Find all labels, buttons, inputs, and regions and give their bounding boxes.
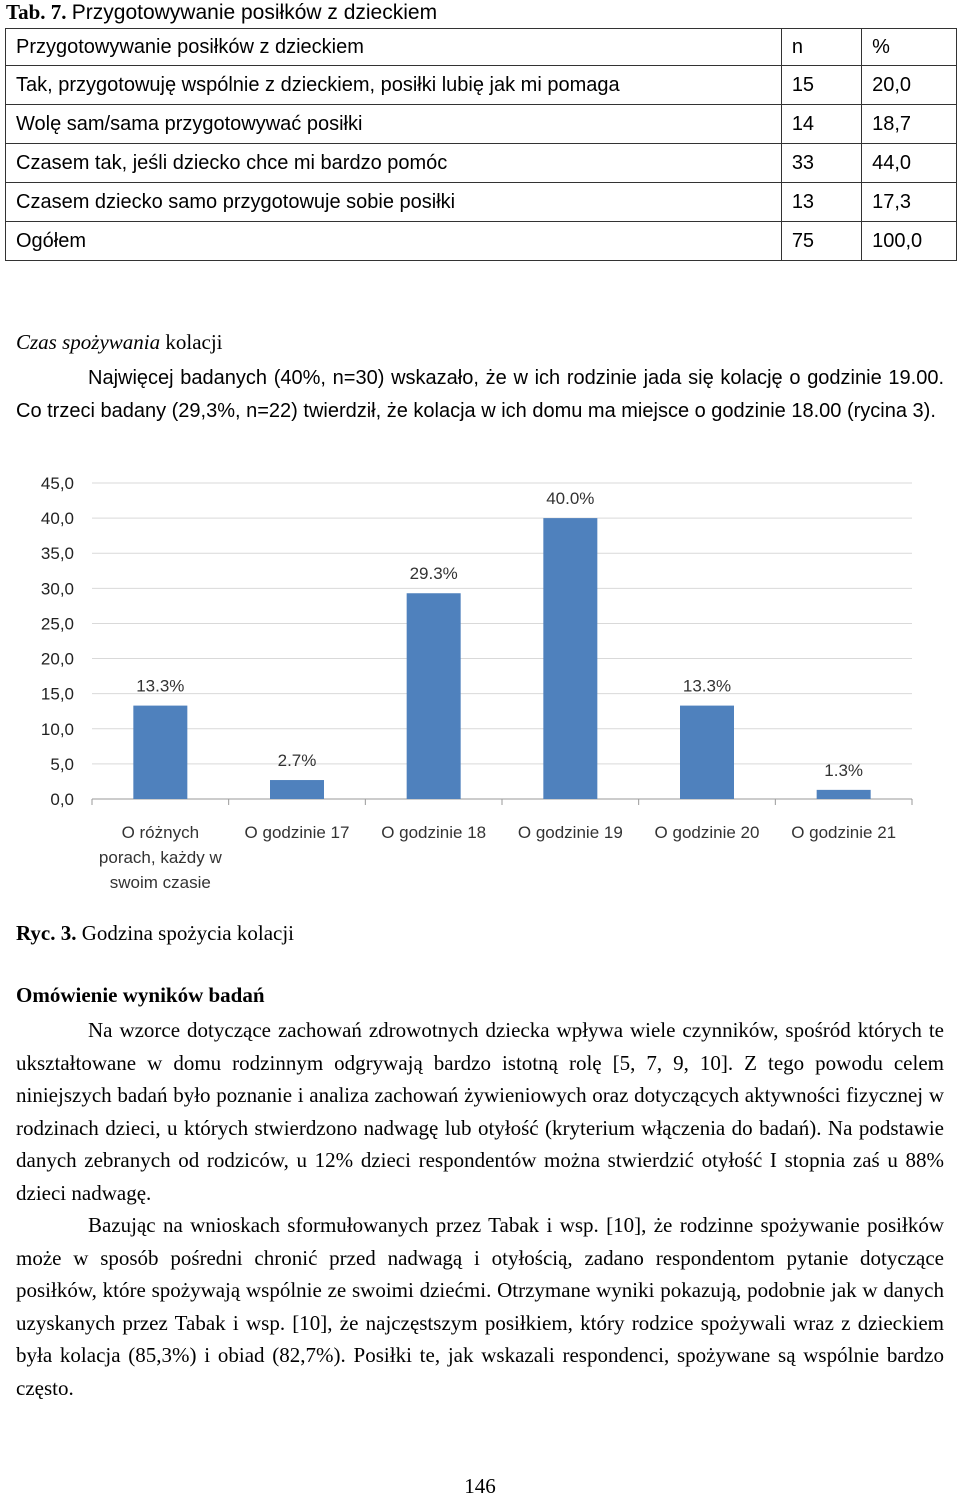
- table-cell: Czasem dziecko samo przygotowuje sobie posiłki: [6, 183, 782, 222]
- chart-bar: [270, 780, 324, 799]
- chart-data-label: 2.7%: [277, 751, 317, 771]
- chart-data-label: 29.3%: [409, 564, 458, 584]
- table-cell: 44,0: [862, 144, 957, 183]
- chart-bar: [543, 518, 597, 799]
- chart-category-label: porach, każdy w: [98, 848, 222, 867]
- figure-caption-text: Godzina spożycia kolacji: [76, 921, 295, 945]
- chart-category-label: O godzinie 19: [517, 823, 623, 842]
- meal-preparation-table: [5, 28, 957, 261]
- chart-data-label: 13.3%: [136, 676, 185, 696]
- table-cell: Ogółem: [6, 222, 782, 261]
- table-header-cell: Przygotowywanie posiłków z dzieckiem: [6, 29, 782, 66]
- table-cell: 100,0: [862, 222, 957, 261]
- chart-bar: [133, 706, 187, 799]
- table-cell: 17,3: [862, 183, 957, 222]
- table-row: [6, 105, 957, 144]
- chart-y-tick-label: 5,0: [50, 754, 74, 774]
- table-cell: 13: [781, 183, 861, 222]
- chart-category-label: O godzinie 21: [791, 823, 897, 842]
- section-heading-dinner-time: [16, 330, 223, 355]
- chart-y-tick-label: 0,0: [50, 790, 74, 809]
- chart-y-tick-label: 15,0: [40, 684, 74, 704]
- table-cell: 20,0: [862, 66, 957, 105]
- table-header-cell: n: [781, 29, 861, 66]
- chart-data-label: 13.3%: [682, 676, 732, 696]
- chart-y-tick-label: 40,0: [40, 509, 74, 529]
- chart-category-labels: [99, 823, 896, 892]
- chart-data-label: 40.0%: [546, 489, 595, 509]
- chart-category-label: O godzinie 17: [244, 823, 350, 842]
- table-caption: [6, 0, 437, 25]
- table-caption-number: Tab. 7.: [6, 0, 67, 24]
- table-header-cell: %: [862, 29, 957, 66]
- table-row: [6, 144, 957, 183]
- discussion-paragraph-2: Bazując na wnioskach sformułowanych przez Tabak i wsp. [10], że rodzinne spożywanie posiłków może w sposób pośredni chronić przed nadwagą i otyłością, zadano respondentom pytanie dotyczące posiłków, które spożywają wspólnie ze swoimi dziećmi. Otrzymane wyniki pokazują, podobnie jak w danych uzyskanych przez Tabak i wsp. [10], że najczęstszym posiłkiem, który rodzice spożywali wraz z dzieckiem była kolacja (85,3%) i obiad (82,7%). Posiłki te, jak wskazali respondenci, spożywane są wspólnie bardzo często.: [16, 1213, 944, 1400]
- table-cell: 33: [781, 144, 861, 183]
- chart-y-tick-label: 20,0: [40, 649, 74, 669]
- chart-bar: [680, 706, 734, 799]
- figure-caption: [16, 921, 294, 946]
- chart-bar: [407, 593, 461, 799]
- dinner-time-bar-chart: [0, 465, 960, 905]
- figure-caption-label: Ryc. 3.: [16, 921, 77, 945]
- chart-category-label: O różnych: [121, 823, 200, 842]
- table-caption-text: Przygotowywanie posiłków z dzieckiem: [71, 1, 438, 24]
- discussion-paragraph-1: Na wzorce dotyczące zachowań zdrowotnych dziecka wpływa wiele czynników, spośród których te ukształtowane w domu rodzinnym odgrywają bardzo istotną rolę [5, 7, 9, 10]. Z tego powodu celem niniejszych badań było poznanie i analiza zachowań żywieniowych oraz dotyczących aktywności fizycznej w rodzinach dzieci, u których stwierdzono nadwagę lub otyłość (kryterium włączenia do badań). Na podstawie danych zebranych od rodziców, u 12% dzieci respondentów można stwierdzić otyłość I stopnia zaś u 88% dzieci nadwagę.: [16, 1018, 944, 1205]
- table-cell: Tak, przygotowuję wspólnie z dzieckiem, posiłki lubię jak mi pomaga: [6, 66, 782, 105]
- chart-y-tick-label: 10,0: [40, 719, 74, 739]
- table-cell: 75: [781, 222, 861, 261]
- table-cell: 15: [781, 66, 861, 105]
- table-cell: 14: [781, 105, 861, 144]
- chart-y-axis-ticks: [41, 474, 74, 809]
- chart-y-tick-label: 25,0: [40, 614, 74, 634]
- chart-data-label: 1.3%: [824, 760, 864, 780]
- chart-category-label: O godzinie 18: [381, 823, 487, 842]
- table-row: [6, 183, 957, 222]
- chart-category-label: O godzinie 20: [654, 823, 760, 842]
- chart-data-labels: [136, 489, 863, 780]
- table-cell: 18,7: [862, 105, 957, 144]
- chart-y-tick-label: 35,0: [40, 544, 74, 564]
- chart-y-tick-label: 30,0: [40, 579, 74, 599]
- table-cell: Czasem tak, jeśli dziecko chce mi bardzo pomóc: [6, 144, 782, 183]
- table-row: [6, 222, 957, 261]
- heading-italic: Czas spożywania: [16, 330, 161, 354]
- chart-y-tick-label: 45,0: [40, 474, 74, 493]
- page-number: 146: [464, 1474, 496, 1498]
- chart-gridlines: [92, 483, 912, 805]
- table-cell: Wolę sam/sama przygotowywać posiłki: [6, 105, 782, 144]
- table-row: [6, 66, 957, 105]
- heading-rest: kolacji: [160, 330, 223, 354]
- section-heading-discussion: Omówienie wyników badań: [16, 983, 265, 1007]
- table-header-row: [6, 29, 957, 66]
- chart-category-label: swoim czasie: [109, 873, 211, 892]
- dinner-time-paragraph: Najwięcej badanych (40%, n=30) wskazało, że w ich rodzinie jada się kolację o godzinie 19.00. Co trzeci badany (29,3%, n=22) twierdził, że kolacja w ich domu ma miejsce o godzinie 18.00 (rycina 3).: [16, 367, 944, 422]
- chart-bar: [817, 790, 871, 799]
